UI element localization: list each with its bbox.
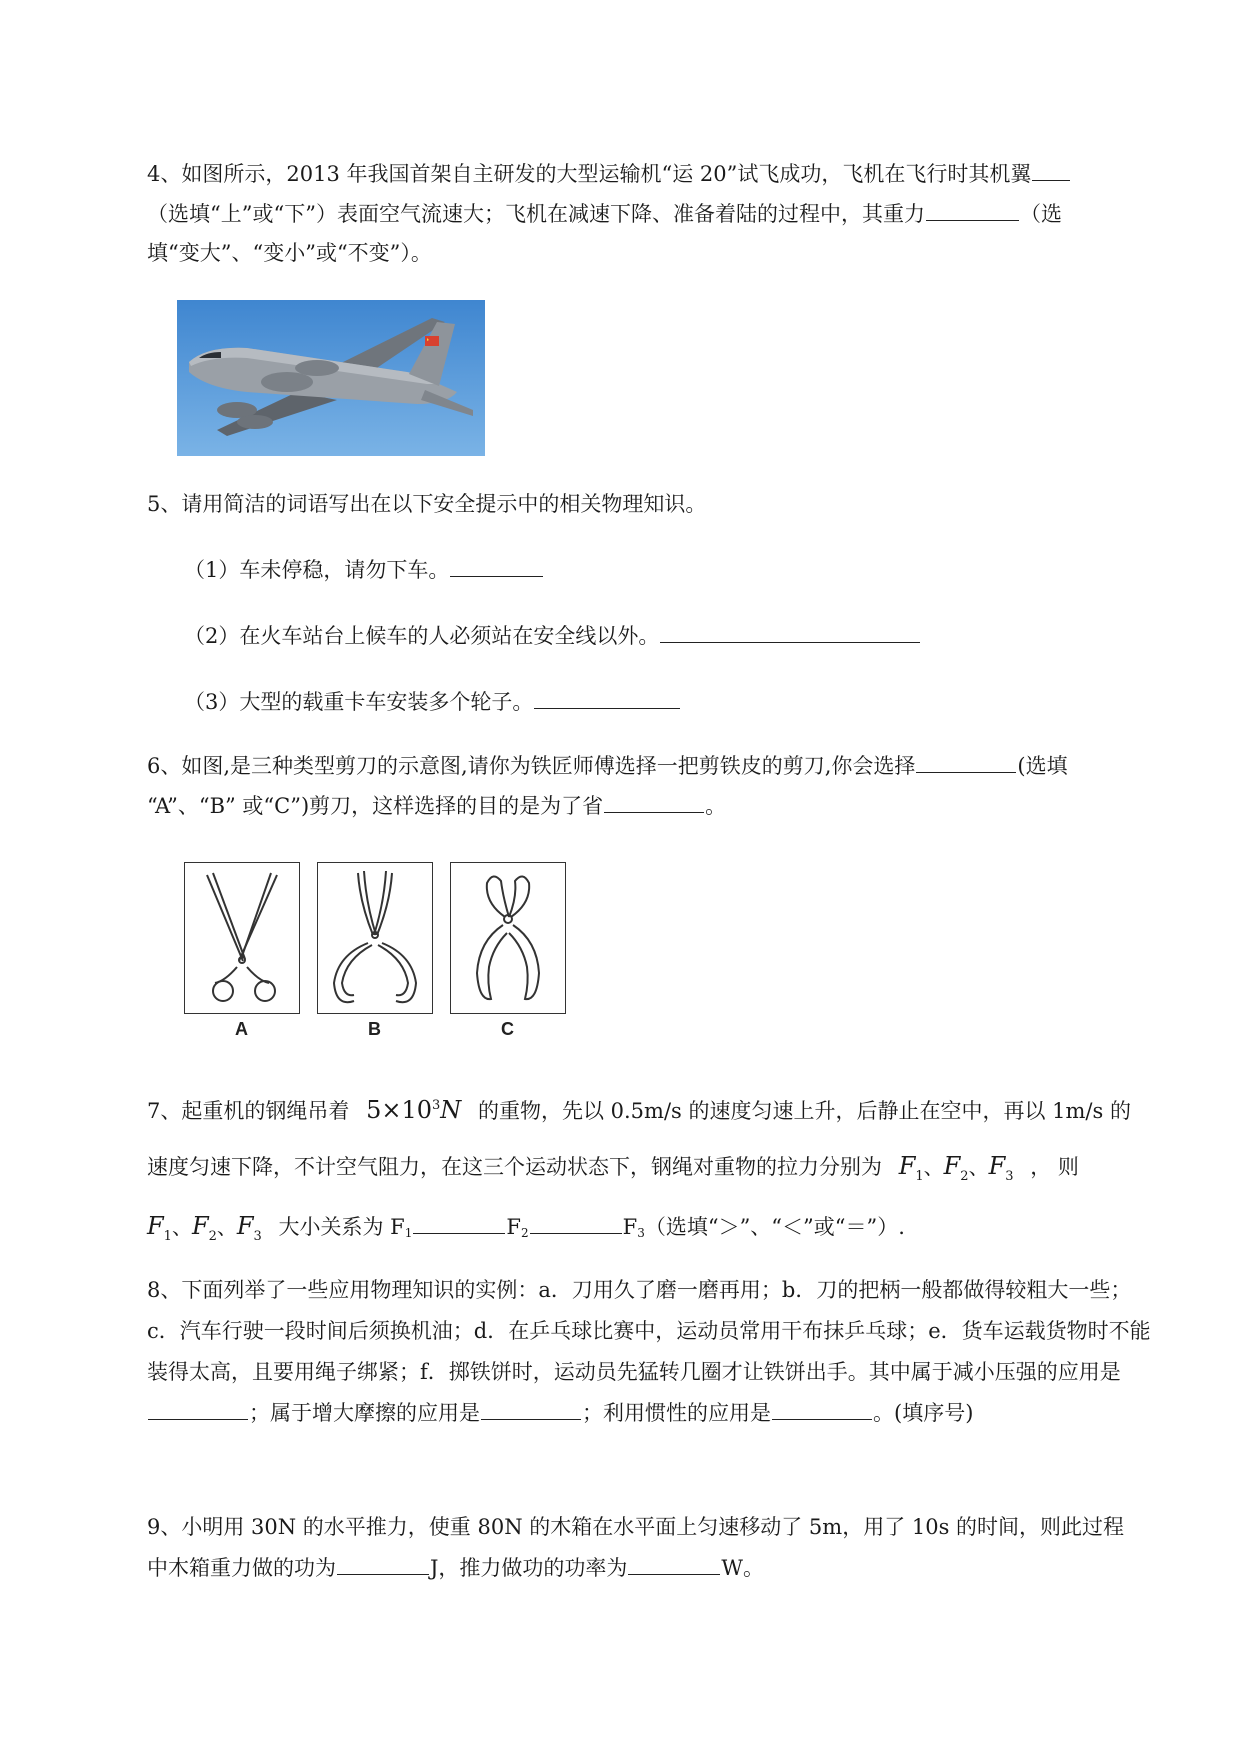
q7-f3-sub: 3	[637, 1226, 645, 1240]
f3-symbol: F	[988, 1152, 1006, 1180]
q5-blank-2[interactable]	[660, 620, 920, 643]
q7-forces-1	[898, 1152, 1014, 1184]
scissors-b-icon	[318, 863, 432, 1013]
q7-weight-coef: 5×10	[366, 1096, 432, 1124]
q9-blank-2[interactable]	[628, 1552, 720, 1575]
q5-blank-3[interactable]	[534, 686, 680, 709]
q7-text-1: 7、起重机的钢绳吊着	[147, 1099, 350, 1123]
q8-paragraph	[147, 1270, 1152, 1434]
sep-3: 、	[171, 1215, 192, 1239]
q6-text-4: 。	[705, 794, 727, 818]
scissors-b-label: B	[368, 1019, 381, 1039]
q8-text-1: 8、下面列举了一些应用物理知识的实例：a．刀用久了磨一磨再用；b．刀的把柄一般都做得较粗大一些；c．汽车行驶一段时间后须换机油；d．在乒乓球比赛中，运动员常用干布抹乒乓球；e．货车运载货物时不能装得太高，且要用绳子绑紧；f．掷铁饼时，运动员先猛转几圈才让铁饼出手。其中属于减小压强的应用是	[147, 1278, 1151, 1384]
f1-symbol: F	[898, 1152, 916, 1180]
q9-text-1: 9、小明用 30N 的水平推力，使重 80N 的木箱在水平面上匀速移动了 5m，用了 10s 的时间，则此过程	[147, 1515, 1125, 1539]
q6-text-1: 6、如图,是三种类型剪刀的示意图,请你为铁匠师傅选择一把剪铁皮的剪刀,你会选择	[147, 754, 916, 778]
q5-blank-1[interactable]	[450, 554, 543, 577]
f3-sub: 3	[1005, 1168, 1014, 1184]
q7-blank-1[interactable]	[413, 1211, 505, 1234]
q4-line-3	[147, 238, 432, 268]
scissors-a-label: A	[235, 1019, 248, 1039]
f2-symbol-2: F	[191, 1212, 209, 1240]
q7-text-2: 的重物，先以 0.5m/s 的速度匀速上升，后静止在空中，再以 1m/s 的	[477, 1099, 1131, 1123]
q4-text-1: 4、如图所示，2013 年我国首架自主研发的大型运输机“运 20”试飞成功，飞机在飞行时其机翼	[147, 162, 1032, 186]
q7-weight	[366, 1096, 461, 1124]
transport-plane-photo	[177, 300, 485, 456]
q4-blank-2[interactable]	[926, 198, 1019, 221]
q7-f1-sub: 1	[404, 1226, 413, 1240]
q9-text-4: W。	[721, 1556, 765, 1580]
q7-text-6: F	[506, 1215, 521, 1239]
q6-blank-2[interactable]	[604, 790, 704, 813]
q5-item-3	[184, 686, 681, 717]
q7-text-5: 大小关系为 F	[278, 1215, 405, 1239]
q9-text-3: J，推力做功的功率为	[430, 1556, 628, 1580]
scissors-figure	[180, 862, 570, 1047]
q7-text-7: F	[622, 1215, 638, 1239]
q8-blank-3[interactable]	[772, 1397, 872, 1420]
q5-item-2	[184, 620, 921, 651]
q7-weight-unit: N	[440, 1096, 462, 1124]
f1-symbol-2: F	[147, 1212, 164, 1240]
q7-f2-sub: 2	[520, 1226, 529, 1240]
q5-item-1-text: （1）车未停稳，请勿下车。	[184, 558, 450, 582]
q6-text-3: “A”、“B” 或“C”)剪刀，这样选择的目的是为了省	[147, 794, 604, 818]
q4-text-4: 填“变大”、“变小”或“不变”）。	[147, 241, 432, 265]
q7-line-1	[147, 1086, 1131, 1131]
q6-line-2	[147, 790, 726, 821]
f2-symbol: F	[943, 1152, 961, 1180]
q9-line-2	[147, 1552, 764, 1583]
q7-text-3: 速度匀速下降，不计空气阻力，在这三个运动状态下，钢绳对重物的拉力分别为	[147, 1155, 882, 1179]
q4-line-2	[147, 198, 1062, 229]
q5-item-1	[184, 554, 544, 585]
q7-blank-2[interactable]	[530, 1211, 622, 1234]
q4-text-2: （选填“上”或“下”）表面空气流速大；飞机在减速下降、准备着陆的过程中，其重力	[147, 202, 925, 226]
q9-line-1	[147, 1512, 1124, 1542]
q5-text: 5、请用简洁的词语写出在以下安全提示中的相关物理知识。	[147, 492, 707, 516]
sep-4: 、	[216, 1215, 237, 1239]
f1-sub-2: 1	[163, 1228, 172, 1244]
q8-blank-1[interactable]	[148, 1397, 248, 1420]
scissors-b-panel	[317, 862, 433, 1014]
f3-sub-2: 3	[253, 1228, 262, 1244]
q7-text-4: ， 则	[1030, 1155, 1079, 1179]
sep-2: 、	[968, 1155, 989, 1179]
q8-blank-2[interactable]	[481, 1397, 581, 1420]
scissors-a-icon	[185, 863, 299, 1013]
f2-sub-2: 2	[208, 1228, 217, 1244]
q8-text-2: ；属于增大摩擦的应用是	[249, 1401, 480, 1425]
f1-sub: 1	[915, 1168, 924, 1184]
q8-text-3: ；利用惯性的应用是	[582, 1401, 771, 1425]
q7-forces-2	[147, 1212, 262, 1244]
f2-sub: 2	[960, 1168, 969, 1184]
q4-text-3: （选	[1019, 202, 1062, 226]
q4-blank-1[interactable]	[1032, 158, 1070, 181]
q6-blank-1[interactable]	[916, 750, 1016, 773]
q9-blank-1[interactable]	[337, 1552, 429, 1575]
q7-weight-exp: 3	[431, 1098, 441, 1113]
scissors-a-panel	[184, 862, 300, 1014]
q6-text-2: (选填	[1017, 754, 1068, 778]
q7-line-3	[147, 1206, 905, 1257]
scissors-c-icon	[451, 863, 565, 1013]
q5-stem	[147, 489, 706, 519]
q7-line-2	[147, 1146, 1079, 1197]
scissors-c-label: C	[501, 1019, 514, 1039]
q8-text-4: 。(填序号)	[873, 1401, 974, 1425]
q7-text-8: （选填“＞”、“＜”或“＝”）.	[644, 1215, 905, 1239]
q9-text-2: 中木箱重力做的功为	[147, 1556, 336, 1580]
q4-line-1	[147, 158, 1071, 189]
f3-symbol-2: F	[236, 1212, 254, 1240]
q5-item-2-text: （2）在火车站台上候车的人必须站在安全线以外。	[184, 624, 660, 648]
q5-item-3-text: （3）大型的载重卡车安装多个轮子。	[184, 690, 534, 714]
scissors-c-panel	[450, 862, 566, 1014]
sep-1: 、	[923, 1155, 944, 1179]
q6-line-1	[147, 750, 1068, 781]
